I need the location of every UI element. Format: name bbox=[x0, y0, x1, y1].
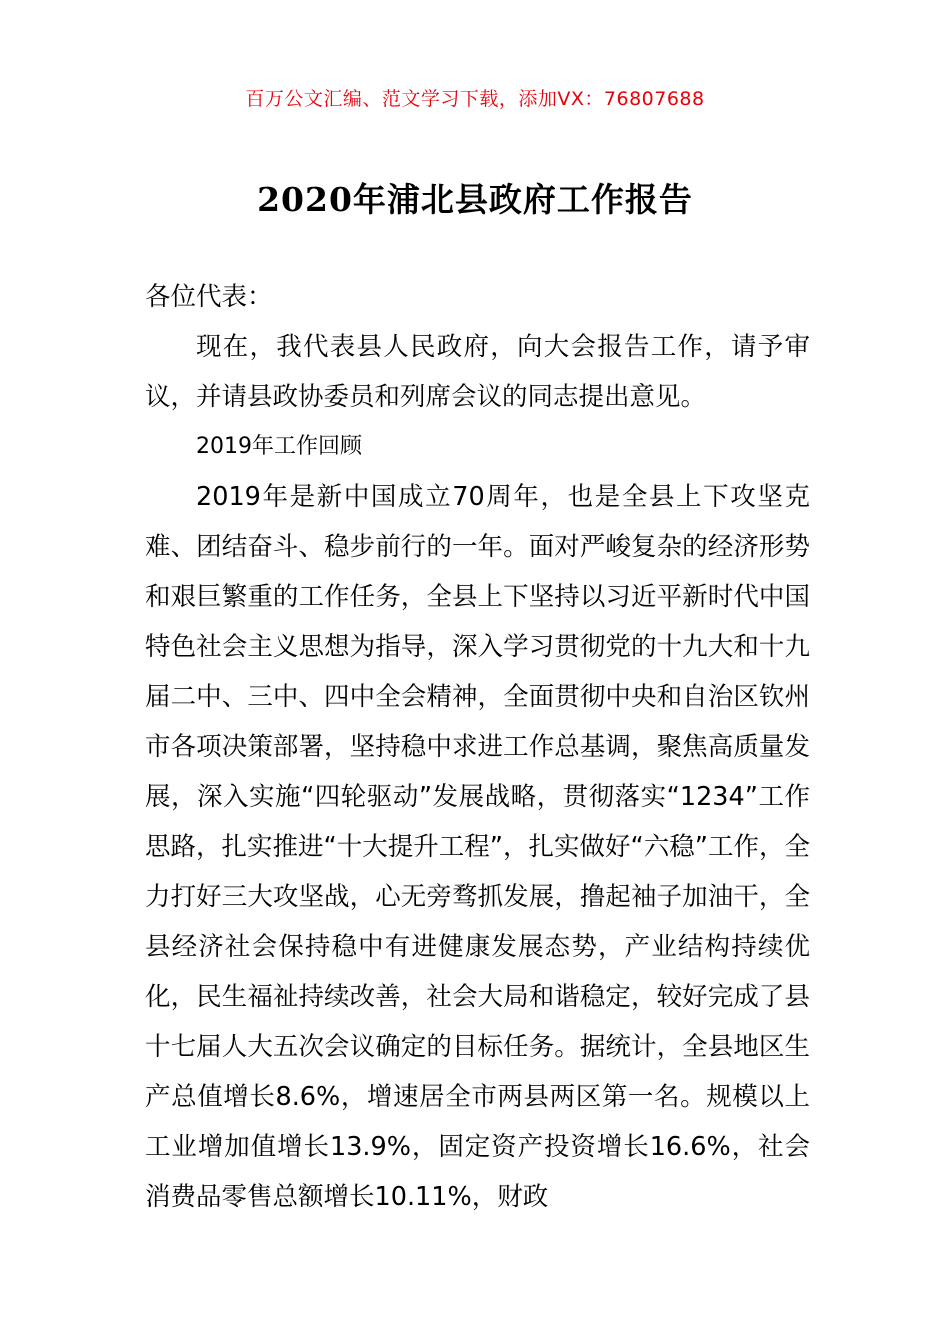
body-paragraph: 2019年是新中国成立70周年，也是全县上下攻坚克难、团结奋斗、稳步前行的一年。面对严峻复杂的经济形势和艰巨繁重的工作任务，全县上下坚持以习近平新时代中国特色社会主义思想为指导，深入学习贯彻党的十九大和十九届二中、三中、四中全会精神，全面贯彻中央和自治区钦州市各项决策部署，坚持稳中求进工作总基调，聚焦高质量发展，深入实施“四轮驱动”发展战略，贯彻落实“1234”工作思路，扎实推进“十大提升工程”，扎实做好“六稳”工作，全力打好三大攻坚战，心无旁骛抓发展，撸起袖子加油干，全县经济社会保持稳中有进健康发展态势，产业结构持续优化，民生福祉持续改善，社会大局和谐稳定，较好完成了县十七届人大五次会议确定的目标任务。据统计，全县地区生产总值增长8.6%，增速居全市两县两区第一名。规模以上工业增加值增长13.9%，固定资产投资增长16.6%，社会消费品零售总额增长10.11%，财政 bbox=[145, 482, 810, 1212]
salutation: 各位代表： bbox=[145, 282, 273, 312]
header-banner: 百万公文汇编、范文学习下载，添加VX：76807688 bbox=[245, 88, 705, 110]
document-body bbox=[145, 272, 810, 1222]
intro-paragraph: 现在，我代表县人民政府，向大会报告工作，请予审议，并请县政协委员和列席会议的同志提出意见。 bbox=[145, 332, 810, 412]
section-heading: 2019年工作回顾 bbox=[196, 434, 362, 459]
document-title: 2020年浦北县政府工作报告 bbox=[257, 180, 693, 219]
